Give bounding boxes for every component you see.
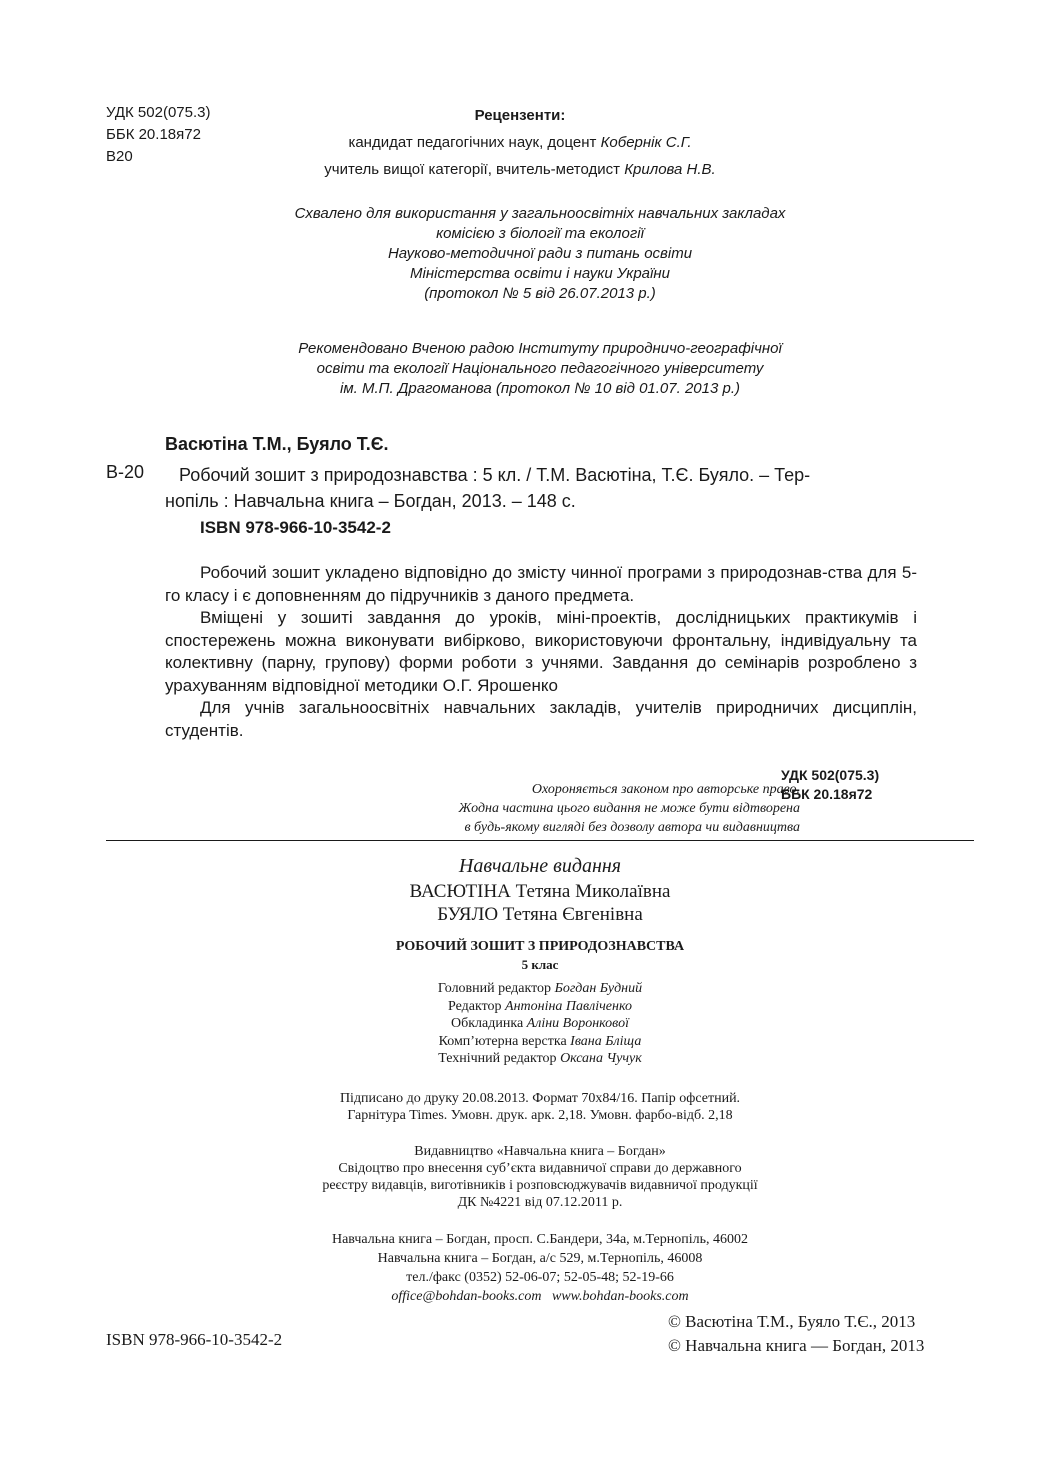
reviewer-1-title: кандидат педагогічних наук, доцент — [348, 134, 597, 151]
bibliography-isbn: ISBN 978-966-10-3542-2 — [200, 518, 391, 537]
book-title: РОБОЧИЙ ЗОШИТ З ПРИРОДОЗНАВСТВА — [395, 939, 685, 954]
reviewer-2-name: Крилова Н.В. — [624, 161, 716, 178]
credit-name: Івана Бліща — [570, 1033, 642, 1049]
divider — [106, 840, 974, 841]
copyright-notice — [330, 780, 800, 837]
publisher-info — [106, 1143, 974, 1211]
address-line: Навчальна книга – Богдан, просп. С.Бандери, 34а, м.Тернопіль, 46002 — [331, 1231, 749, 1247]
author-full-name: ВАСЮТІНА Тетяна Миколаївна — [409, 881, 671, 902]
phone-line: тел./факс (0352) 52-06-07; 52-05-48; 52-19-66 — [406, 1269, 674, 1285]
reviewers-block — [260, 102, 780, 183]
publisher-contacts — [106, 1230, 974, 1306]
bibliography-line: Робочий зошит з природознавства : 5 кл. / Т.М. Васютіна, Т.Є. Буяло. – Тер- — [179, 465, 811, 485]
credits-list — [106, 980, 974, 1068]
recommendation-note — [200, 339, 880, 399]
approval-line: Міністерства освіти і науки України — [410, 265, 670, 282]
credit-line — [106, 1033, 974, 1051]
copyright-notice-line: Охороняється законом про авторське право. — [531, 782, 800, 797]
credit-role: Технічний редактор — [438, 1051, 557, 1066]
reviewer-2-title: учитель вищої категорії, вчитель-методист — [324, 161, 621, 178]
annotation-paragraph: Вміщені у зошиті завдання до уроків, міні-проектів, дослідницьких практикумів і спостережень можна виконувати вибірково, використовуючи фронтальну, індивідуальну та колективну (парну, групову) форми роботи з учнями. Завдання до семінарів розроблено з урахуванням відповідної методики О.Г. Ярошенко — [165, 608, 917, 695]
credit-role: Головний редактор — [437, 981, 552, 996]
udc-code: УДК 502(075.3) — [106, 104, 211, 121]
credit-role: Комп’ютерна верстка — [438, 1033, 567, 1049]
credit-name: Антоніна Павліченко — [505, 998, 632, 1014]
copyright-notice-line: Жодна частина цього видання не може бути відтворена — [458, 801, 800, 816]
recommendation-line: Рекомендовано Вченою радою Інституту природничо-географічної — [298, 340, 782, 357]
classification-codes — [106, 102, 210, 168]
print-spec-line: Гарнітура Times. Умовн. друк. арк. 2,18. Умовн. фарбо-відб. 2,18 — [347, 1107, 733, 1123]
publisher-line: Видавництво «Навчальна книга – Богдан» — [414, 1143, 666, 1159]
print-specs — [106, 1090, 974, 1124]
lbc-code: ББК 20.18я72 — [781, 786, 873, 802]
edition-type: Навчальне видання — [458, 855, 622, 877]
copyright-line: © Навчальна книга — Богдан, 2013 — [668, 1336, 925, 1355]
credit-line — [106, 998, 974, 1016]
email-address: office@bohdan-books.com — [391, 1288, 542, 1304]
bibliography-index: В-20 — [106, 462, 145, 482]
approval-line: (протокол № 5 від 26.07.2013 р.) — [424, 285, 656, 302]
classification-codes-repeat — [781, 766, 879, 804]
author-mark: В20 — [106, 148, 133, 165]
reviewer-2 — [260, 156, 780, 183]
author-full-name: БУЯЛО Тетяна Євгенівна — [437, 904, 643, 925]
annotation-paragraph: Для учнів загальноосвітніх навчальних закладів, учителів природничих дисциплін, студентів. — [165, 698, 917, 740]
website-address: www.bohdan-books.com — [552, 1288, 689, 1304]
reviewers-heading: Рецензенти: — [474, 107, 566, 124]
publisher-line: Свідоцтво про внесення суб’єкта видавничої справи до державного — [338, 1160, 742, 1176]
reviewer-1 — [260, 129, 780, 156]
credit-name: Оксана Чучук — [560, 1051, 642, 1066]
credit-line — [106, 980, 974, 998]
annotation-paragraph: Робочий зошит укладено відповідно до змісту чинної програми з природознав-ства для 5-го класу і є доповненням до підручників з даного предмета. — [165, 563, 917, 605]
approval-note — [200, 204, 880, 304]
web-contacts — [106, 1287, 974, 1306]
approval-line: Науково-методичної ради з питань освіти — [387, 245, 693, 262]
approval-line: Схвалено для використання у загальноосвітніх навчальних закладах — [294, 205, 786, 222]
bibliography-line: нопіль : Навчальна книга – Богдан, 2013. – 148 с. — [165, 491, 576, 511]
imprint-block — [106, 852, 974, 1306]
publisher-line: реєстру видавців, виготівників і розповсюджувачів видавничої продукції — [322, 1177, 758, 1193]
isbn-footer: ISBN 978-966-10-3542-2 — [106, 1330, 283, 1349]
bibliography-authors: Васютіна Т.М., Буяло Т.Є. — [165, 434, 389, 454]
credit-line — [106, 1015, 974, 1033]
recommendation-line: освіти та екології Національного педагогічного університету — [316, 360, 764, 377]
bibliography-description — [165, 462, 917, 514]
address-line: Навчальна книга – Богдан, а/с 529, м.Тернопіль, 46008 — [377, 1250, 703, 1266]
lbc-code: ББК 20.18я72 — [106, 126, 201, 143]
reviewer-1-name: Кобернік С.Г. — [600, 134, 692, 151]
annotation — [165, 562, 917, 742]
credit-role: Редактор — [448, 998, 502, 1014]
copyright-notice-line: в будь-якому вигляді без дозволу автора чи видавництва — [464, 820, 800, 835]
credit-name: Богдан Будний — [554, 981, 643, 996]
recommendation-line: ім. М.П. Драгоманова (протокол № 10 від 01.07. 2013 р.) — [340, 380, 740, 397]
grade-label: 5 клас — [521, 957, 559, 972]
credit-role: Обкладинка — [451, 1016, 524, 1031]
publisher-line: ДК №4221 від 07.12.2011 р. — [457, 1194, 623, 1210]
copyright-line: © Васютіна Т.М., Буяло Т.Є., 2013 — [668, 1312, 916, 1331]
approval-line: комісією з біології та екології — [436, 225, 644, 242]
udc-code: УДК 502(075.3) — [781, 767, 880, 783]
credit-line — [106, 1050, 974, 1068]
copyright-holders — [668, 1310, 924, 1358]
credit-name: Аліни Воронкової — [526, 1016, 629, 1031]
print-spec-line: Підписано до друку 20.08.2013. Формат 70х84/16. Папір офсетний. — [339, 1090, 741, 1106]
